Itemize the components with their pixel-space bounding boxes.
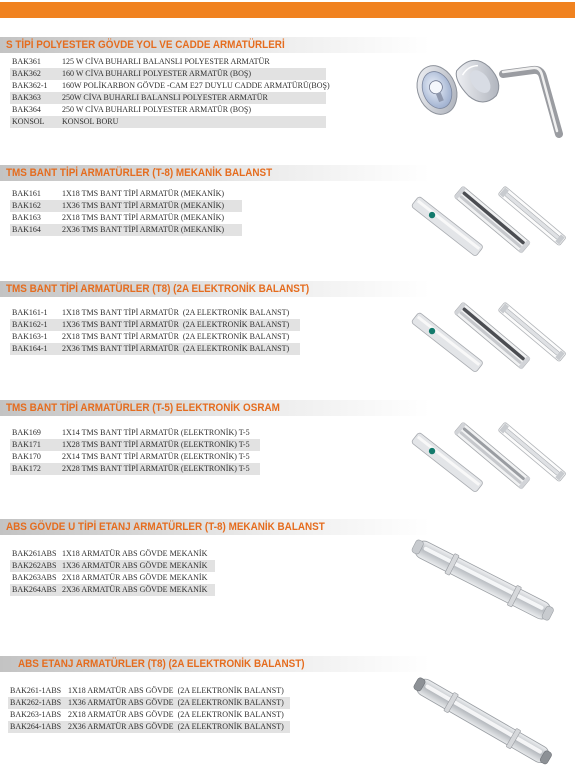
product-description: 1X14 TMS BANT TİPİ ARMATÜR (ELEKTRONİK) T-5: [62, 428, 250, 437]
product-description: 1X18 TMS BANT TİPİ ARMATÜR (MEKANİK): [62, 189, 225, 198]
table-row: [10, 307, 300, 319]
product-table: [10, 307, 300, 355]
table-row: [10, 104, 326, 116]
table-row: [10, 463, 260, 475]
table-row: [10, 68, 326, 80]
tube-luminaire: [409, 535, 556, 625]
table-row: [10, 188, 242, 200]
product-code: BAK263-1ABS: [10, 710, 62, 719]
product-code: KONSOL: [12, 117, 45, 126]
product-table: [10, 188, 242, 236]
product-code: BAK162-1: [12, 320, 48, 329]
product-code: BAK364: [12, 105, 41, 114]
section-title: S TİPİ POLYESTER GÖVDE YOL VE CADDE ARMATÜRLERİ: [6, 39, 285, 51]
product-description: 2X36 TMS BANT TİPİ ARMATÜR (2A ELEKTRONİK BALANST): [62, 344, 290, 353]
section-title: ABS ETANJ ARMATÜRLER (T8) (2A ELEKTRONİK BALANST): [18, 658, 305, 670]
lamp-head-open: [410, 60, 464, 121]
product-description: 160W POLİKARBON GÖVDE -CAM E27 DUYLU CADDE ARMATÜRÜ(BOŞ): [62, 81, 330, 90]
product-code: BAK362-1: [12, 81, 48, 90]
product-table: [10, 56, 330, 128]
product-code: BAK170: [12, 452, 41, 461]
product-code: BAK261-1ABS: [10, 686, 62, 695]
product-description: 2X18 TMS BANT TİPİ ARMATÜR (MEKANİK): [62, 213, 225, 222]
product-table: [10, 548, 215, 596]
table-row: [8, 721, 290, 733]
section-title: ABS GÖVDE U TİPİ ETANJ ARMATÜRLER (T-8) MEKANİK BALANST: [6, 521, 325, 533]
section-abs-u-waterproof-mechanical: [0, 519, 575, 594]
section-title: TMS BANT TİPİ ARMATÜRLER (T8) (2A ELEKTRONİK BALANST): [6, 283, 310, 295]
section-header: [0, 37, 430, 53]
product-table: [10, 427, 260, 475]
section-header: [0, 519, 430, 535]
product-code: BAK163-1: [12, 332, 48, 341]
section-abs-waterproof-electronic: [0, 656, 575, 731]
product-description: KONSOL BORU: [62, 117, 119, 126]
table-row: [8, 697, 290, 709]
section-title: TMS BANT TİPİ ARMATÜRLER (T-8) MEKANİK BALANST: [6, 167, 273, 179]
table-row: [10, 439, 260, 451]
section-header: [0, 281, 430, 297]
section-tms-batten-t5-osram: [0, 400, 575, 473]
table-row: [10, 212, 242, 224]
street-lamp-fixtures-icon: [405, 50, 570, 140]
lamp-head-closed: [451, 53, 506, 110]
product-description: 2X18 TMS BANT TİPİ ARMATÜR (2A ELEKTRONİK BALANST): [62, 332, 290, 341]
product-code: BAK361: [12, 57, 41, 66]
product-description: 125 W CİVA BUHARLI BALANSLI POLYESTER ARMATÜR: [62, 57, 270, 66]
table-row: [8, 685, 290, 697]
section-tms-batten-t8-electronic: [0, 281, 575, 353]
product-code: BAK262ABS: [12, 561, 57, 570]
section-title: TMS BANT TİPİ ARMATÜRLER (T-5) ELEKTRONİK OSRAM: [6, 402, 280, 414]
product-code: BAK172: [12, 464, 41, 473]
product-description: 2X36 ARMATÜR ABS GÖVDE MEKANİK: [62, 585, 208, 594]
product-table: [8, 685, 290, 733]
product-description: 2X36 ARMATÜR ABS GÖVDE (2A ELEKTRONİK BALANST): [68, 722, 284, 731]
product-description: 1X28 TMS BANT TİPİ ARMATÜR (ELEKTRONİK) T-5: [62, 440, 250, 449]
product-description: 2X18 ARMATÜR ABS GÖVDE (2A ELEKTRONİK BALANST): [68, 710, 284, 719]
table-row: [10, 200, 242, 212]
product-description: 1X36 ARMATÜR ABS GÖVDE MEKANİK: [62, 561, 208, 570]
section-header: [0, 400, 430, 416]
batten-fixtures-icon: [405, 182, 570, 262]
product-code: BAK261ABS: [12, 549, 57, 558]
table-row: [10, 343, 300, 355]
product-code: BAK169: [12, 428, 41, 437]
product-description: 2X18 ARMATÜR ABS GÖVDE MEKANİK: [62, 573, 208, 582]
product-code: BAK171: [12, 440, 41, 449]
product-description: 2X14 TMS BANT TİPİ ARMATÜR (ELEKTRONİK) T-5: [62, 452, 250, 461]
table-row: [10, 331, 300, 343]
batten-fixtures-icon: [405, 298, 570, 378]
product-code: BAK263ABS: [12, 573, 57, 582]
section-street-lamps: [0, 37, 575, 126]
product-code: BAK264-1ABS: [10, 722, 62, 731]
waterproof-tube-fixture-icon: [410, 670, 570, 772]
section-tms-batten-t8-mechanical: [0, 165, 575, 234]
tube-luminaire: [411, 673, 555, 768]
product-description: 1X18 TMS BANT TİPİ ARMATÜR (2A ELEKTRONİK BALANST): [62, 308, 290, 317]
table-row: [10, 427, 260, 439]
table-row: [10, 116, 326, 128]
table-row: [10, 572, 215, 584]
table-row: [10, 548, 215, 560]
product-code: BAK164-1: [12, 344, 48, 353]
table-row: [10, 560, 215, 572]
table-row: [10, 56, 326, 68]
product-description: 1X18 ARMATÜR ABS GÖVDE MEKANİK: [62, 549, 208, 558]
table-row: [10, 319, 300, 331]
product-description: 2X36 TMS BANT TİPİ ARMATÜR (MEKANİK): [62, 225, 225, 234]
table-row: [10, 451, 260, 463]
product-description: 250W CİVA BUHARLI BALANSLI POLYESTER ARMATÜR: [62, 93, 268, 102]
product-code: BAK164: [12, 225, 41, 234]
product-code: BAK161: [12, 189, 41, 198]
table-row: [10, 224, 242, 236]
product-code: BAK262-1ABS: [10, 698, 62, 707]
table-row: [8, 709, 290, 721]
product-description: 1X36 TMS BANT TİPİ ARMATÜR (2A ELEKTRONİK BALANST): [62, 320, 290, 329]
batten-fixtures-icon: [405, 418, 570, 498]
table-row: [10, 80, 330, 92]
waterproof-tube-fixture-icon: [408, 530, 568, 626]
console-pole: [503, 68, 559, 134]
product-description: 1X18 ARMATÜR ABS GÖVDE (2A ELEKTRONİK BALANST): [68, 686, 284, 695]
product-description: 1X36 ARMATÜR ABS GÖVDE (2A ELEKTRONİK BALANST): [68, 698, 284, 707]
product-code: BAK363: [12, 93, 41, 102]
product-code: BAK161-1: [12, 308, 48, 317]
table-row: [10, 584, 215, 596]
table-row: [10, 92, 326, 104]
top-accent-bar: [0, 2, 575, 18]
product-description: 160 W CİVA BUHARLI POLYESTER ARMATÜR (BOŞ): [62, 69, 251, 78]
product-code: BAK162: [12, 201, 41, 210]
product-code: BAK264ABS: [12, 585, 57, 594]
section-header: [0, 165, 430, 181]
product-description: 250 W CİVA BUHARLI POLYESTER ARMATÜR (BOŞ): [62, 105, 251, 114]
section-header: [0, 656, 430, 672]
product-code: BAK163: [12, 213, 41, 222]
product-description: 2X28 TMS BANT TİPİ ARMATÜR (ELEKTRONİK) T-5: [62, 464, 250, 473]
product-description: 1X36 TMS BANT TİPİ ARMATÜR (MEKANİK): [62, 201, 225, 210]
product-code: BAK362: [12, 69, 41, 78]
